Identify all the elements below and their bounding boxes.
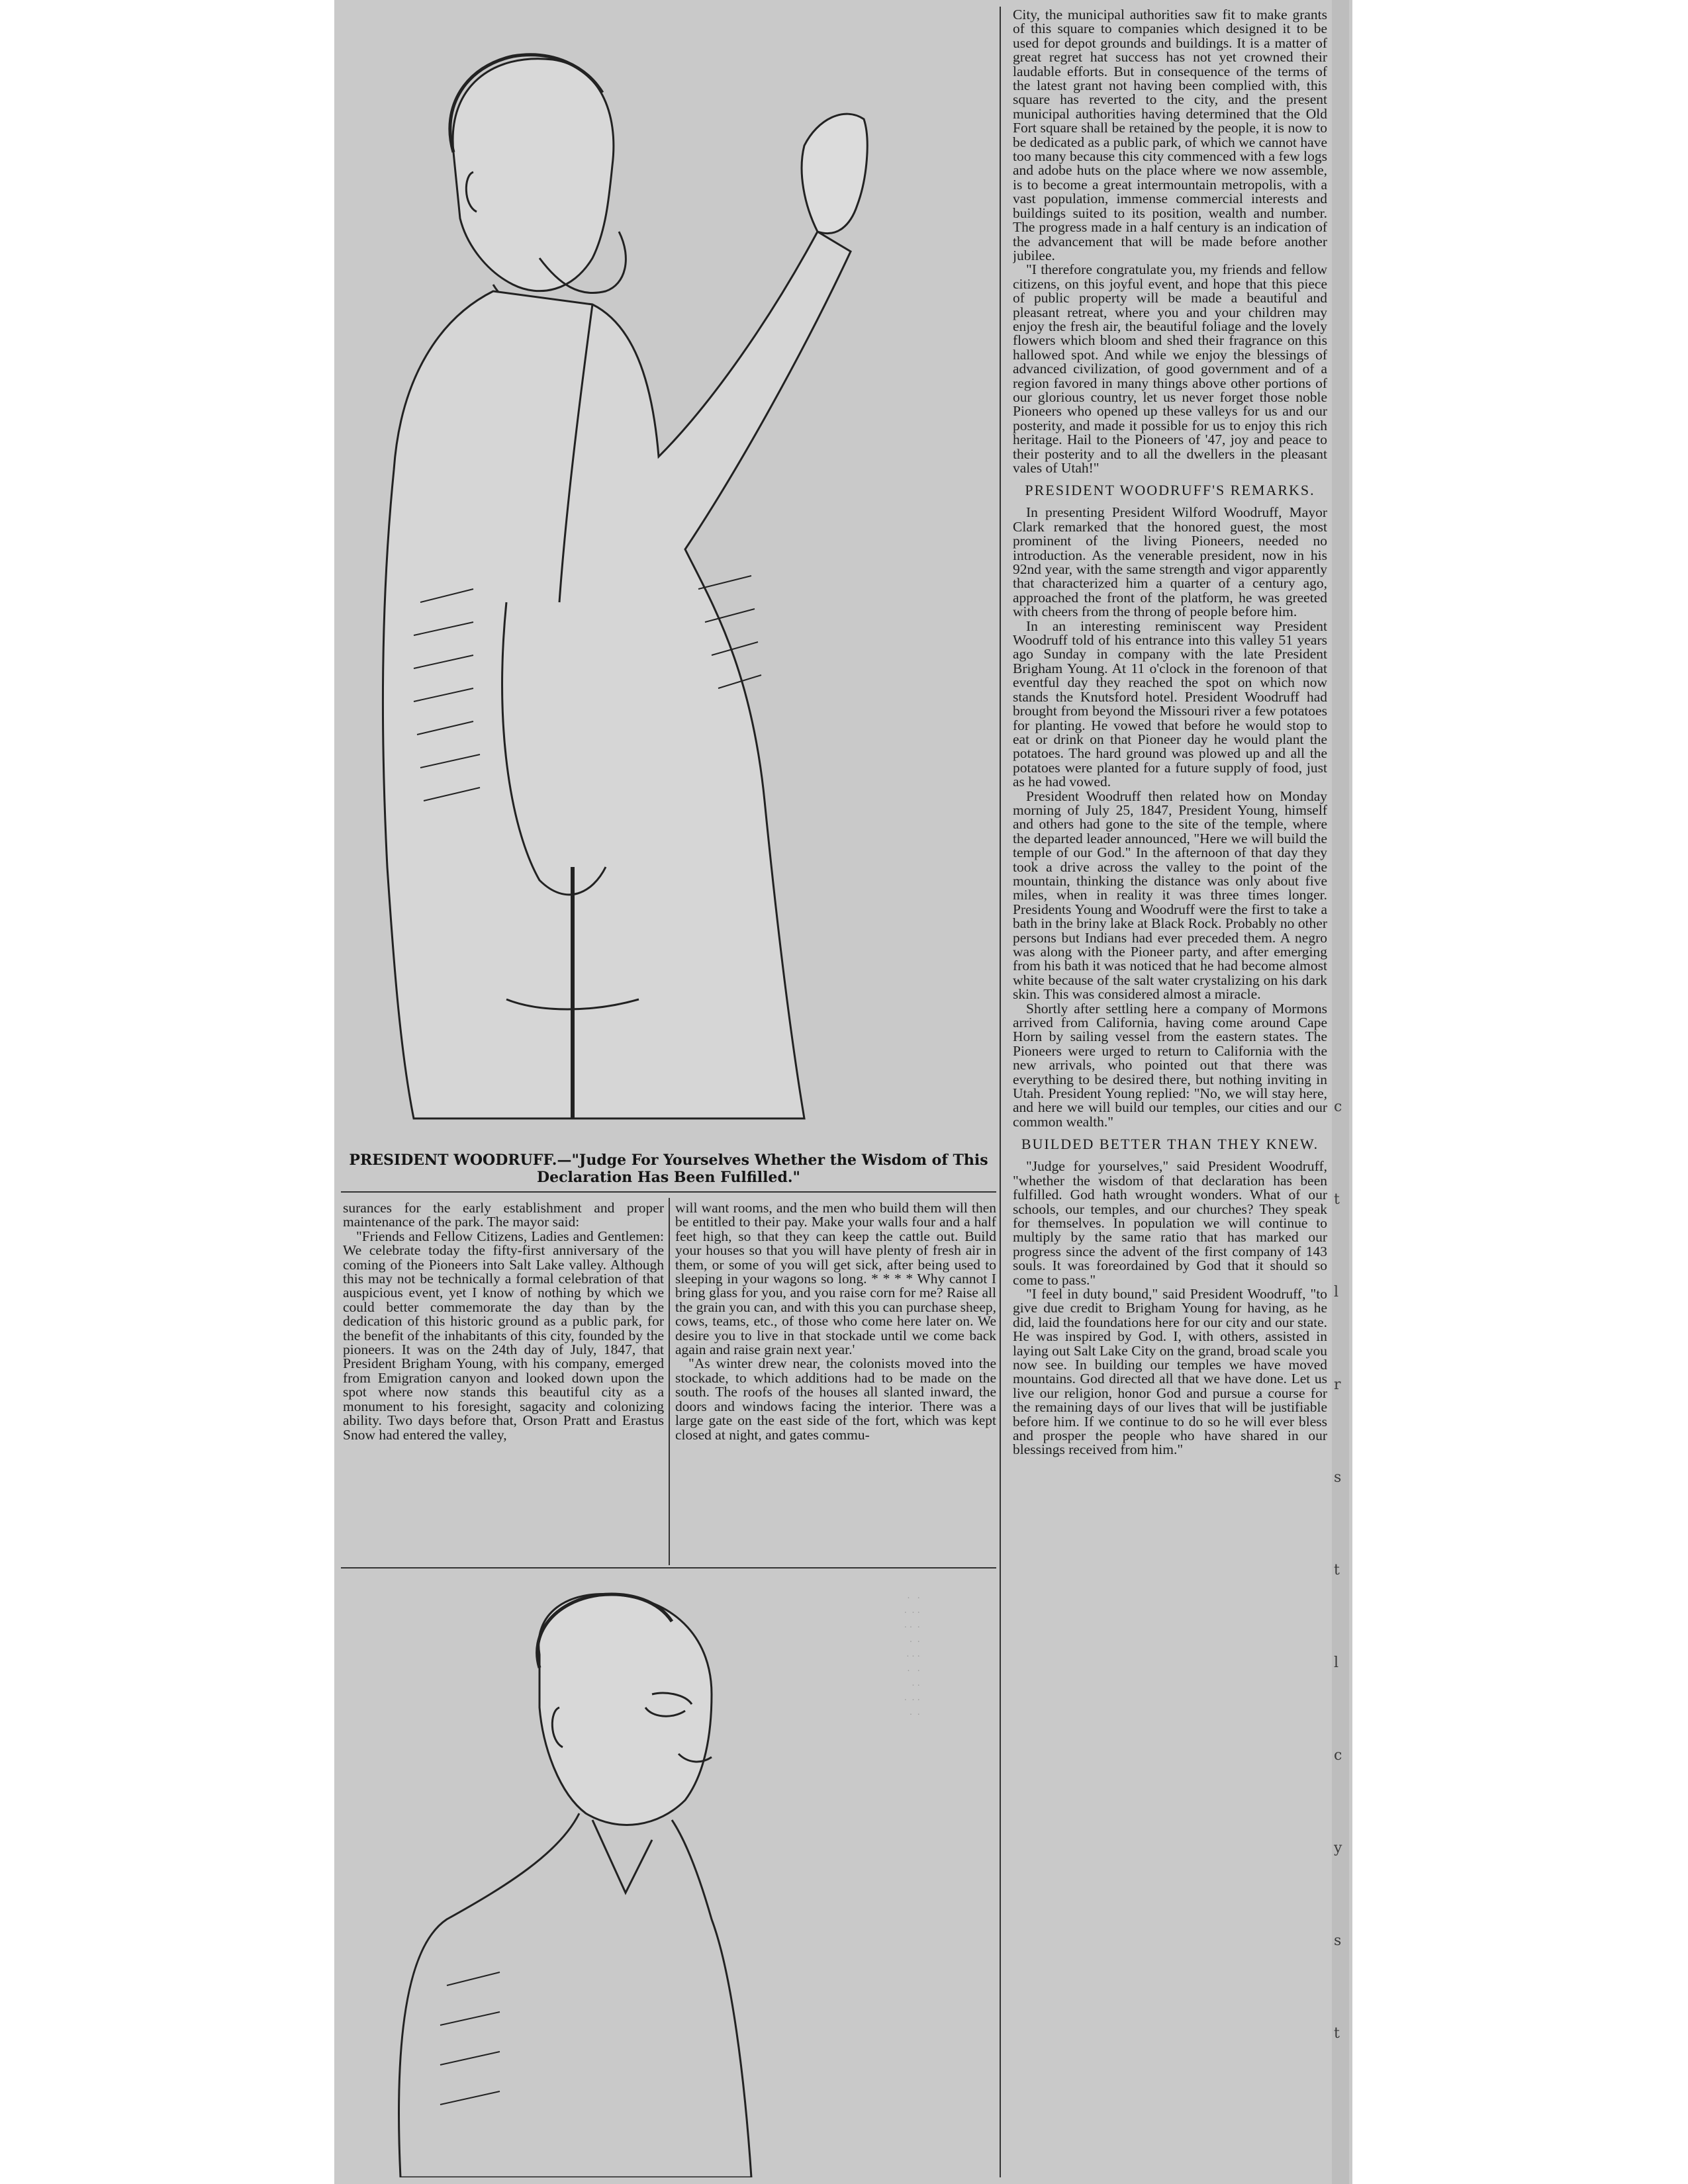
edge-fragment: l: [1334, 1284, 1339, 1300]
edge-fragment: s: [1334, 1469, 1342, 1486]
edge-fragment: t: [1334, 2025, 1340, 2042]
article-column-2: [675, 1201, 996, 1565]
edge-fragment: l: [1334, 1655, 1339, 1671]
edge-fragment: t: [1334, 1191, 1340, 1208]
paragraph: President Woodruff then related how on Monday morning of July 25, 1847, President Young, himself and others had gone to the site of the temple, where the departed leader announced, "Here we will build the temple of our God." In the afternoon of that day they took a drive across the valley to the point of the mountain, thinking the distance was only about five miles, when in reality it was three times longer. Presidents Young and Woodruff were the first to take a bath in the briny lake at Black Rock. Probably no other persons but Indians had ever preceded them. A negro was along with the Pioneer party, and after emerging from his bath it was noticed that he had become almost white because of the salt water crystalizing on his dark skin. This was considered almost a miracle.: [1013, 788, 1327, 1003]
adjacent-column-edge: [1332, 0, 1349, 2184]
paragraph: "I feel in duty bound," said President Woodruff, "to give due credit to Brigham Young for having, as he did, laid the foundations here for our city and our state. He was inspired by God. I, with others, assisted in laying out Salt Lake City on the grand, broad scale you now see. In building our temples we have moved mountains. God directed all that we have done. Let us live our religion, honor God and pursue a course for the remaining days of our lives that will be justifiable before him. If we continue to do so he will ever bless and prosper the people who have shared in our blessings received from him.": [1013, 1285, 1327, 1458]
illustration-caption: PRESIDENT WOODRUFF.—"Judge For Yourselves Whether the Wisdom of This Declaration Has Been Fulfilled.": [349, 1152, 988, 1186]
edge-fragment: y: [1334, 1840, 1342, 1856]
paragraph: Shortly after settling here a company of Mormons arrived from California, having come around Cape Horn by sailing vessel from the eastern states. The Pioneers were urged to return to California with the new arrivals, who pointed out that there was everything to be desired there, but nothing inviting in Utah. President Young replied: "No, we will stay here, and here we will build our temples, our cities and our common wealth.": [1013, 1000, 1327, 1130]
paragraph: will want rooms, and the men who build them will then be entitled to their pay. Make your walls four and a half feet high, so that they can keep the cattle out. Build your houses so that you will have plenty of fresh air in them, or some of you will get sick, after being used to sleeping in your wagons so long. * * * * Why cannot I bring glass for you, and you raise corn for me? Raise all the grain you can, and with this you can purchase sheep, cows, teams, etc., of those who come here later on. We desire you to live in that stockade until we come back again and raise grain next year.': [675, 1201, 996, 1358]
edge-fragment: c: [1334, 1099, 1342, 1115]
edge-fragment: t: [1334, 1562, 1340, 1578]
article-column-3: [1013, 8, 1327, 2179]
paragraph: "I therefore congratulate you, my friends and fellow citizens, on this joyful event, and hope that this piece of public property will be made a beautiful and pleasant retreat, where you and your children may enjoy the fresh air, the beautiful foliage and the lovely flowers which bloom and shed their fragrance on this hallowed spot. And while we enjoy the blessings of advanced civilization, of good government and of a region favored in many things above other portions of our glorious country, let us never forget those noble Pioneers who opened up these valleys for us and our posterity, and made it possible for us to enjoy this rich heritage. Hail to the Pioneers of '47, joy and peace to their posterity and to all the dwellers in the pleasant vales of Utah!": [1013, 261, 1327, 476]
paragraph: City, the municipal authorities saw fit to make grants of this square to companies which designed it to be used for depot grounds and buildings. It is a matter of great regret hat success has not yet crowned their laudable efforts. But in consequence of the terms of the latest grant not having been complied with, this square has reverted to the city, and the present municipal authorities having determined that the Old Fort square shall be retained by the people, it is now to be dedicated as a public park, of which we cannot have too many because this city commenced with a few logs and adobe huts on the place where we now assemble, is to become a great intermountain metropolis, with a vast population, immense commercial interests and buildings suited to its position, wealth and number. The progress made in a half century is an indication of the advancement that will be made before another jubilee.: [1013, 8, 1327, 263]
section-heading: PRESIDENT WOODRUFF'S REMARKS.: [1025, 482, 1315, 499]
article-column-1: [343, 1201, 664, 1565]
column-rule-right: [1000, 7, 1001, 2177]
section-rule: [341, 1567, 996, 1569]
column-rule: [669, 1198, 670, 1565]
paragraph: In an interesting reminiscent way President Woodruff told of his entrance into this valley 51 years ago Sunday in company with the late President Brigham Young. At 11 o'clock in the forenoon of that eventful day they reached the spot on which now stands the Knutsford hotel. President Woodruff had brought from beyond the Missouri river a few potatoes for planting. He vowed that before he would stop to eat or drink on that Pioneer day he would plant the potatoes. The hard ground was plowed up and all the potatoes were planted for a future supply of food, just as he had vowed.: [1013, 617, 1327, 790]
president-woodruff-illustration: [341, 7, 996, 1145]
paragraph: "Judge for yourselves," said President Woodruff, "whether the wisdom of that declaration has been fulfilled. God hath wrought wonders. What of our schools, our temples, and our churches? They speak for themselves. In population we will continue to multiply by the same ratio that has marked our progress since the advent of the first company of 143 souls. It was foreordained by God that it should so come to pass.": [1013, 1158, 1327, 1288]
section-heading: BUILDED BETTER THAN THEY KNEW.: [1021, 1136, 1319, 1153]
edge-fragment: c: [1334, 1747, 1342, 1764]
paragraph: surances for the early establishment and proper maintenance of the park. The mayor said:: [343, 1201, 664, 1230]
edge-fragment: r: [1334, 1377, 1341, 1393]
caption-rule: [341, 1191, 996, 1193]
paragraph: In presenting President Wilford Woodruff, Mayor Clark remarked that the honored guest, the most prominent of the living Pioneers, needed no introduction. As the venerable president, now in his 92nd year, with the same strength and vigor apparently that characterized him a quarter of a century ago, approached the front of the platform, he was greeted with cheers from the throng of people before him.: [1013, 504, 1327, 620]
bleed-through-text: · · · · · · · · · · · · · · · · · · · · · ·: [902, 1594, 920, 1720]
paragraph: "Friends and Fellow Citizens, Ladies and Gentlemen: We celebrate today the fifty-first anniversary of the coming of the Pioneers into Salt Lake valley. Although this may not be technically a formal celebration of that auspicious event, yet I know of nothing by which we could better commemorate the day than by the dedication of this historic ground as a public park, for the benefit of the inhabitants of this city, founded by the pioneers. It was on the 24th day of July, 1847, that President Brigham Young, with his company, emerged from Emigration canyon and looked down upon the spot where now stands this beautiful city as a monument to his foresight, sagacity and colonizing ability. Two days before that, Orson Pratt and Erastus Snow had entered the valley,: [343, 1228, 664, 1443]
paragraph: "As winter drew near, the colonists moved into the stockade, to which additions had to be made on the south. The roofs of the houses all slanted inward, the doors and windows facing the interior. There was a large gate on the east side of the fort, which was kept closed at night, and gates commu-: [675, 1355, 996, 1443]
edge-fragment: s: [1334, 1933, 1342, 1949]
